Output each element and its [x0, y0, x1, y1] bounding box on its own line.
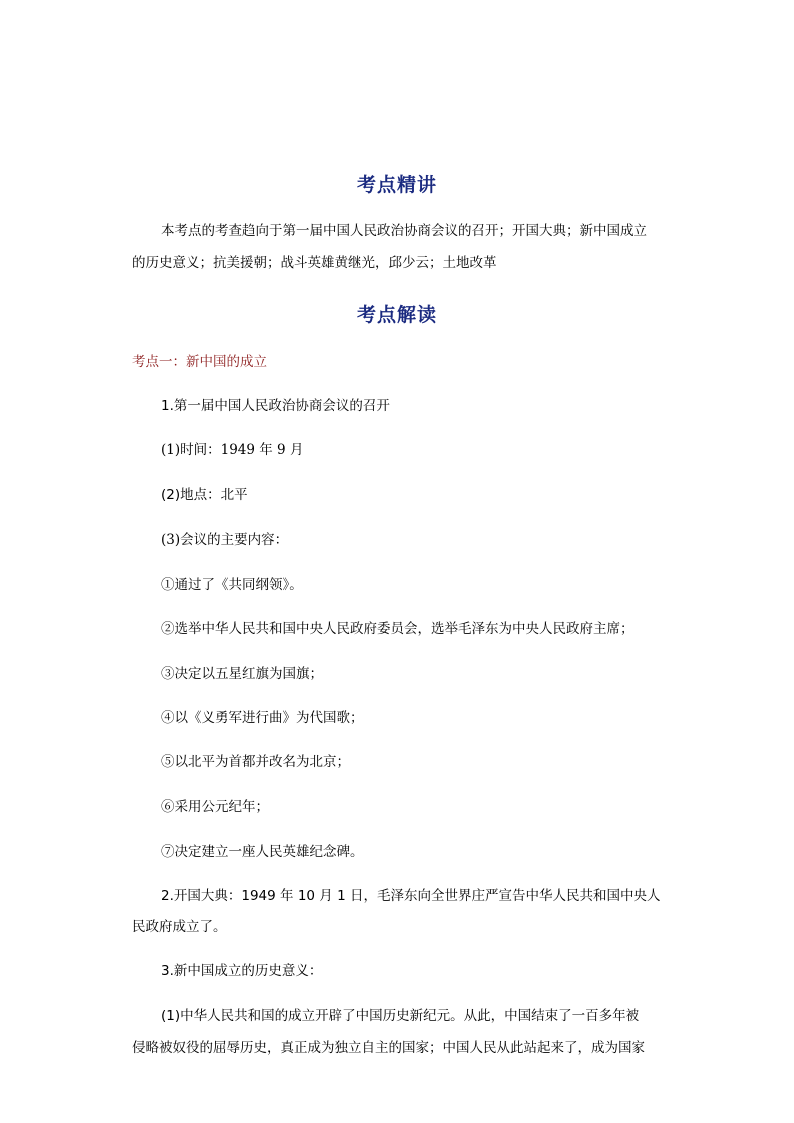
heading-focus-explanation: 考点精讲: [356, 174, 437, 196]
meeting-point-3: ③决定以五星红旗为国旗；: [161, 666, 323, 682]
heading-focus-reading: 考点解读: [356, 304, 437, 326]
meeting-point-7: ⑦决定建立一座人民英雄纪念碑。: [161, 844, 364, 860]
item-2-line-1: 2.开国大典：1949 年 10 月 1 日，毛泽东向全世界庄严宣告中华人民共和国中央人: [161, 888, 661, 904]
intro-line-1: 本考点的考查趋向于第一届中国人民政治协商会议的召开；开国大典；新中国成立: [161, 223, 647, 239]
item-1-time: (1)时间：1949 年 9 月: [161, 442, 304, 458]
meeting-point-5: ⑤以北平为首都并改名为北京；: [161, 754, 350, 770]
item-2-line-2: 民政府成立了。: [132, 919, 227, 935]
item-1-title: 1.第一届中国人民政治协商会议的召开: [161, 398, 390, 414]
item-1-place: (2)地点：北平: [161, 487, 248, 503]
meeting-point-4: ④以《义勇军进行曲》为代国歌；: [161, 710, 364, 726]
meeting-point-2: ②选举中华人民共和国中央人民政府委员会，选举毛泽东为中央人民政府主席；: [161, 621, 634, 637]
item-1-content-heading: (3)会议的主要内容：: [161, 532, 289, 548]
item-3-line-2: 侵略被奴役的屈辱历史，真正成为独立自主的国家；中国人民从此站起来了，成为国家: [132, 1040, 645, 1056]
item-3-title: 3.新中国成立的历史意义：: [161, 963, 323, 979]
item-3-line-1: (1)中华人民共和国的成立开辟了中国历史新纪元。从此，中国结束了一百多年被: [161, 1008, 640, 1024]
intro-line-2: 的历史意义；抗美援朝；战斗英雄黄继光，邱少云；土地改革: [132, 255, 497, 271]
meeting-point-1: ①通过了《共同纲领》。: [161, 577, 303, 593]
meeting-point-6: ⑥采用公元纪年；: [161, 799, 269, 815]
section-1-label: 考点一：新中国的成立: [132, 354, 267, 370]
